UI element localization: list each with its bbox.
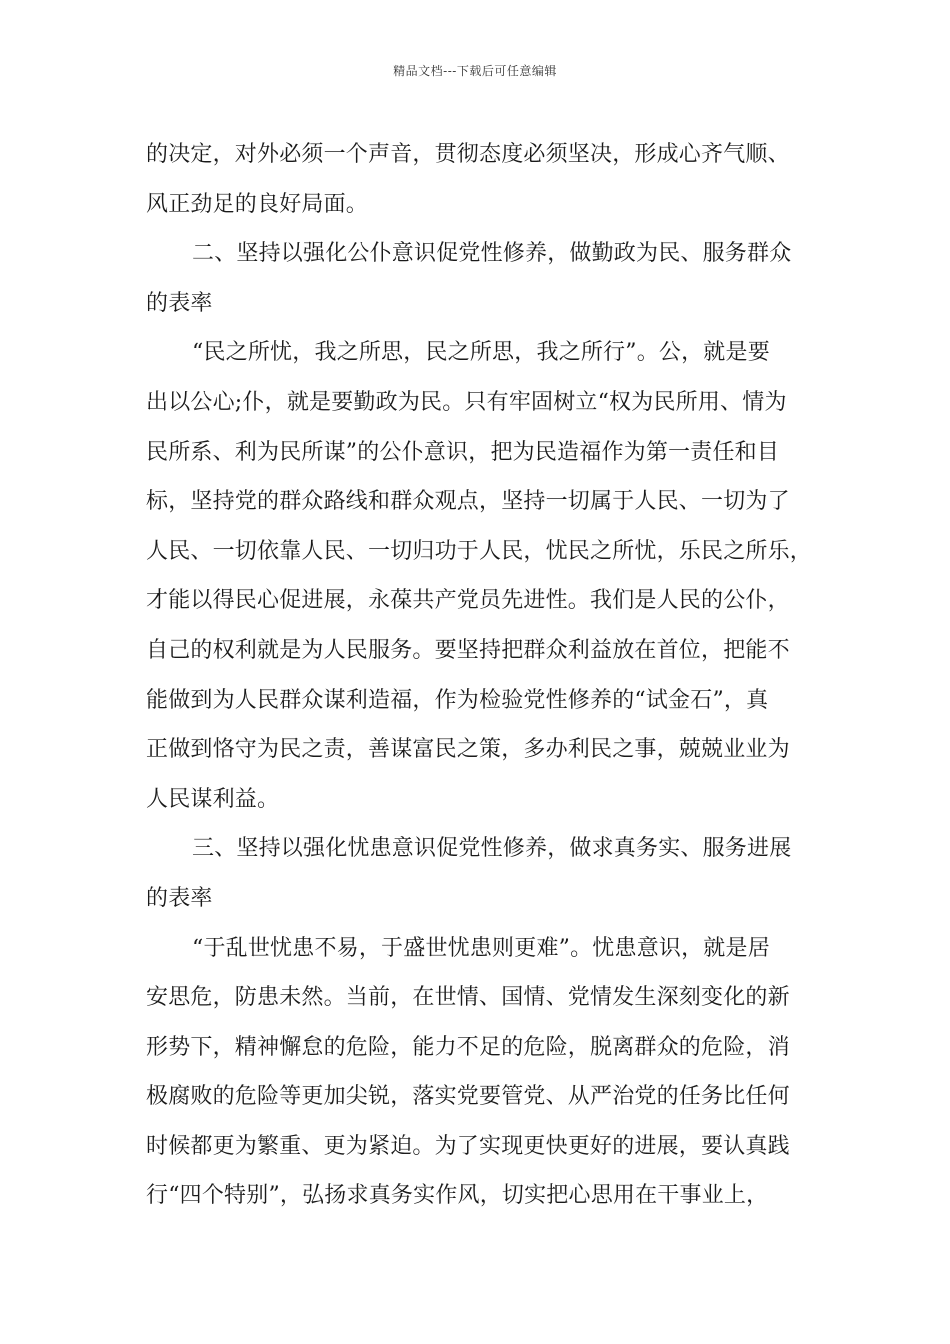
section-heading: 三、坚持以强化忧患意识促党性修养，做求真务实、服务进展 <box>192 836 792 862</box>
text-line: 人民、一切依靠人民、一切归功于人民，忧民之所忧，乐民之所乐， <box>146 538 813 564</box>
text-line: 行“四个特别”，弘扬求真务实作风，切实把心思用在干事业上， <box>146 1183 769 1209</box>
text-line: 出以公心;仆，就是要勤政为民。只有牢固树立“权为民所用、情为 <box>146 389 787 415</box>
text-line: 时候都更为繁重、更为紧迫。为了实现更快更好的进展，要认真践 <box>146 1133 790 1159</box>
text-line: “民之所忧，我之所思，民之所思，我之所行”。公，就是要 <box>192 340 770 366</box>
text-line: 的决定，对外必须一个声音，贯彻态度必须坚决，形成心齐气顺、 <box>146 142 790 167</box>
section-heading-cont: 的表率 <box>146 885 213 911</box>
section-heading-cont: 的表率 <box>146 290 213 316</box>
text-line: 自己的权利就是为人民服务。要坚持把群众利益放在首位，把能不 <box>146 637 790 663</box>
text-line: 安思危，防患未然。当前，在世情、国情、党情发生深刻变化的新 <box>146 985 790 1011</box>
text-line: 能做到为人民群众谋利造福，作为检验党性修养的“试金石”，真 <box>146 687 769 713</box>
body-text <box>146 130 826 1221</box>
page-header: 精品文档---下载后可任意编辑 <box>393 64 557 78</box>
text-line: 形势下，精神懈怠的危险，能力不足的危险，脱离群众的危险，消 <box>146 1034 790 1060</box>
text-line: 极腐败的危险等更加尖锐，落实党要管党、从严治党的任务比任何 <box>146 1084 790 1110</box>
text-line: 才能以得民心促进展，永葆共产党员先进性。我们是人民的公仆， <box>146 588 790 614</box>
text-line: “于乱世忧患不易，于盛世忧患则更难”。忧患意识，就是居 <box>192 935 770 961</box>
text-line: 正做到恪守为民之责，善谋富民之策，多办利民之事，兢兢业业为 <box>146 737 790 763</box>
text-line: 标，坚持党的群众路线和群众观点，坚持一切属于人民、一切为了 <box>146 489 790 515</box>
text-line: 风正劲足的良好局面。 <box>146 191 369 217</box>
text-line: 民所系、利为民所谋”的公仆意识，把为民造福作为第一责任和目 <box>146 439 780 465</box>
text-line: 人民谋利益。 <box>146 786 280 812</box>
section-heading: 二、坚持以强化公仆意识促党性修养，做勤政为民、服务群众 <box>192 241 792 267</box>
